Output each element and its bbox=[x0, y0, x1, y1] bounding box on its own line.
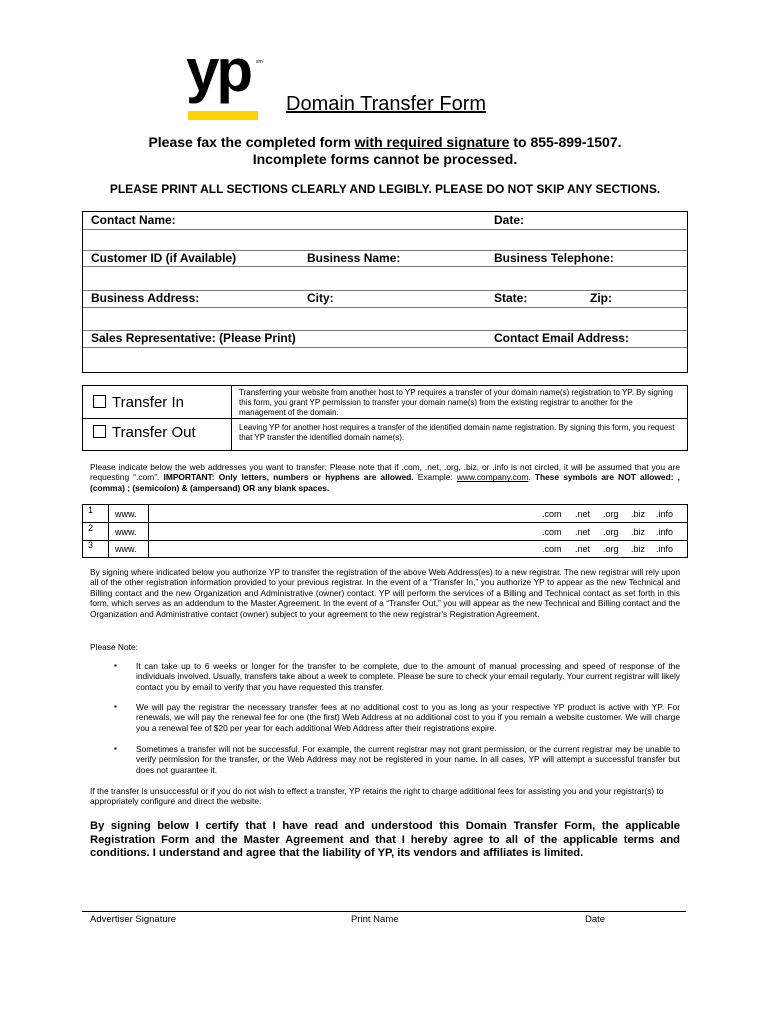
transfer-in-label: Transfer In bbox=[112, 394, 184, 411]
www-prefix: www. bbox=[115, 527, 137, 537]
contact-email-label: Contact Email Address: bbox=[494, 331, 629, 345]
fax-line-1-post: to 855-899-1507. bbox=[509, 134, 622, 150]
certification-statement: By signing below I certify that I have read and understood this Domain Transfer Form, the applicable Registration Form and the Master Agreement and that I hereby agree to all of the applicable terms and conditions. I understand and agree that the liability of YP, its vendors and affiliates is limited. bbox=[90, 820, 680, 860]
tld-net[interactable]: .net bbox=[575, 544, 591, 554]
signature-field[interactable] bbox=[82, 880, 686, 910]
business-name-label: Business Name: bbox=[307, 251, 401, 265]
signature-line bbox=[82, 911, 686, 912]
domain-input[interactable] bbox=[149, 505, 529, 522]
fax-line-1 bbox=[0, 134, 770, 151]
sales-rep-label: Sales Representative: (Please Print) bbox=[91, 331, 296, 345]
www-prefix: www. bbox=[115, 544, 137, 554]
url-instructions bbox=[90, 462, 680, 493]
web-address-table bbox=[82, 504, 688, 558]
business-address-label: Business Address: bbox=[91, 291, 200, 305]
domain-input[interactable] bbox=[149, 540, 529, 557]
bullet-icon: ▪ bbox=[114, 744, 117, 753]
tld-org[interactable]: .org bbox=[603, 509, 619, 519]
zip-label: Zip: bbox=[590, 291, 612, 305]
www-prefix: www. bbox=[115, 509, 137, 519]
example-url: www.company.com bbox=[456, 472, 529, 483]
tld-biz[interactable]: .biz bbox=[631, 544, 646, 554]
fax-line-1-underlined: with required signature bbox=[354, 134, 510, 150]
tld-org[interactable]: .org bbox=[603, 544, 619, 554]
transfer-options-table bbox=[82, 385, 688, 451]
business-telephone-label: Business Telephone: bbox=[494, 251, 614, 265]
print-instruction: PLEASE PRINT ALL SECTIONS CLEARLY AND LEGIBLY. PLEASE DO NOT SKIP ANY SECTIONS. bbox=[109, 182, 661, 196]
transfer-out-option[interactable] bbox=[93, 424, 196, 441]
example-period: . bbox=[528, 472, 531, 483]
column-divider bbox=[108, 505, 109, 522]
note-item: Sometimes a transfer will not be successful. For example, the current registrar may not grant permission, or the current registrar may be unable to verify permission for the transfer, or the Web Address may not be registered in your name. In all cases, YP will attempt a successful transfer but does not guarantee it. bbox=[136, 744, 680, 775]
column-divider bbox=[108, 540, 109, 557]
row-divider bbox=[83, 418, 687, 419]
transfer-in-checkbox[interactable] bbox=[93, 395, 106, 408]
contact-name-field[interactable] bbox=[83, 230, 687, 249]
tld-net[interactable]: .net bbox=[575, 509, 591, 519]
column-divider bbox=[108, 523, 109, 540]
transfer-in-description: Transferring your website from another host to YP requires a transfer of your domain name(s) registration to YP. By signing this form, you grant YP permission to transfer your domain name(s) from the existing registrar to another for the management of the domain. bbox=[239, 388, 673, 417]
date-signature-label: Date bbox=[585, 914, 606, 925]
web-address-row bbox=[83, 523, 687, 541]
url-instructions-symbols: These symbols are NOT allowed: , (comma) ; (semicolon) & (ampersand) OR any blank spaces. bbox=[90, 472, 680, 493]
fax-instruction bbox=[0, 134, 770, 168]
transfer-out-label: Transfer Out bbox=[112, 424, 196, 441]
print-name-label: Print Name bbox=[351, 914, 399, 925]
city-label: City: bbox=[307, 291, 334, 305]
url-instructions-important: IMPORTANT: Only letters, numbers or hyphens are allowed. bbox=[163, 472, 414, 483]
unsuccessful-paragraph: If the transfer is unsuccessful or if you do not wish to effect a transfer, YP retains the right to charge additional fees for assisting you and your registrar(s) to appropriately configure and direct the website. bbox=[90, 786, 664, 807]
tld-biz[interactable]: .biz bbox=[631, 527, 646, 537]
sales-rep-email-field[interactable] bbox=[83, 348, 687, 371]
please-note-label: Please Note: bbox=[90, 642, 138, 652]
fax-line-2: Incomplete forms cannot be processed. bbox=[252, 151, 518, 167]
transfer-out-checkbox[interactable] bbox=[93, 425, 106, 438]
row-number: 1 bbox=[88, 505, 94, 515]
web-address-row bbox=[83, 540, 687, 557]
address-field[interactable] bbox=[83, 308, 687, 329]
row-number: 3 bbox=[88, 540, 94, 550]
row-number: 2 bbox=[88, 523, 94, 533]
transfer-in-option[interactable] bbox=[93, 394, 184, 411]
transfer-out-description: Leaving YP for another host requires a transfer of the identified domain name registration. By signing this form, you request that YP transfer the identified domain name(s). bbox=[239, 423, 675, 442]
contact-name-label: Contact Name: bbox=[91, 213, 176, 227]
url-instructions-text: Please indicate below the web addresses you want to transfer: Please note that if .com, .net, .org, .biz, or .info is not circled, it will be assumed that you are requesting “.com”. bbox=[90, 462, 680, 483]
contact-info-table bbox=[82, 211, 688, 373]
tld-com[interactable]: .com bbox=[542, 509, 562, 519]
note-item: It can take up to 6 weeks or longer for the transfer to be complete, due to the amount of manual processing and speed of response of the individuals involved. Usually, transfers take about a week to complete. Please be sure to check your email regularly. Your current registrar will likely contact you by email to verify that you have requested this transfer. bbox=[136, 661, 680, 692]
bullet-icon: ▪ bbox=[114, 661, 117, 670]
tld-net[interactable]: .net bbox=[575, 527, 591, 537]
customer-id-label: Customer ID (if Available) bbox=[91, 251, 237, 265]
logo-yellow-bar bbox=[188, 111, 258, 120]
tld-info[interactable]: .info bbox=[656, 527, 674, 537]
advertiser-signature-label: Advertiser Signature bbox=[90, 914, 177, 925]
note-item: We will pay the registrar the necessary transfer fees at no additional cost to you as long as your respective YP product is active with YP. For renewals, we will pay the renewal fee for one (the first) Web Address at no additional cost to you if you remain a website customer. We will charge you a renewal fee of $20 per year for each additional Web Address after their registrations expire. bbox=[136, 702, 680, 733]
fax-line-1-pre: Please fax the completed form bbox=[148, 134, 355, 150]
domain-input[interactable] bbox=[149, 523, 529, 540]
date-label: Date: bbox=[494, 213, 525, 227]
tld-com[interactable]: .com bbox=[542, 527, 562, 537]
tld-info[interactable]: .info bbox=[656, 544, 674, 554]
tld-biz[interactable]: .biz bbox=[631, 509, 646, 519]
bullet-icon: ▪ bbox=[114, 702, 117, 711]
yp-logo bbox=[186, 37, 263, 125]
web-address-row bbox=[83, 505, 687, 523]
example-label: Example: bbox=[413, 472, 457, 483]
tld-org[interactable]: .org bbox=[603, 527, 619, 537]
authorization-paragraph: By signing where indicated below you authorize YP to transfer the registration of the above Web Address(es) to a new registrar. The new registrar will rely upon all of the other registration information provided to your previous registrar. In the event of a “Transfer In,” you authorize YP to appear as the new Technical and Billing contact and the new Organization and Administrative (owner) contact. YP will perform the services of a Billing and Technical contact as set forth in this form, which serves as an addendum to the Master Agreement. In the event of a “Transfer Out,” you will appear as the new Technical and Billing contact and the Organization and Administrative contact (owner) subject to your agreement to the new registrar's Registration Agreement. bbox=[90, 567, 680, 619]
form-title: Domain Transfer Form bbox=[286, 93, 487, 115]
tld-com[interactable]: .com bbox=[542, 544, 562, 554]
customer-business-field[interactable] bbox=[83, 267, 687, 289]
logo-text: yp bbox=[186, 37, 251, 104]
logo-service-mark: sm bbox=[256, 59, 263, 65]
tld-info[interactable]: .info bbox=[656, 509, 674, 519]
state-label: State: bbox=[494, 291, 528, 305]
